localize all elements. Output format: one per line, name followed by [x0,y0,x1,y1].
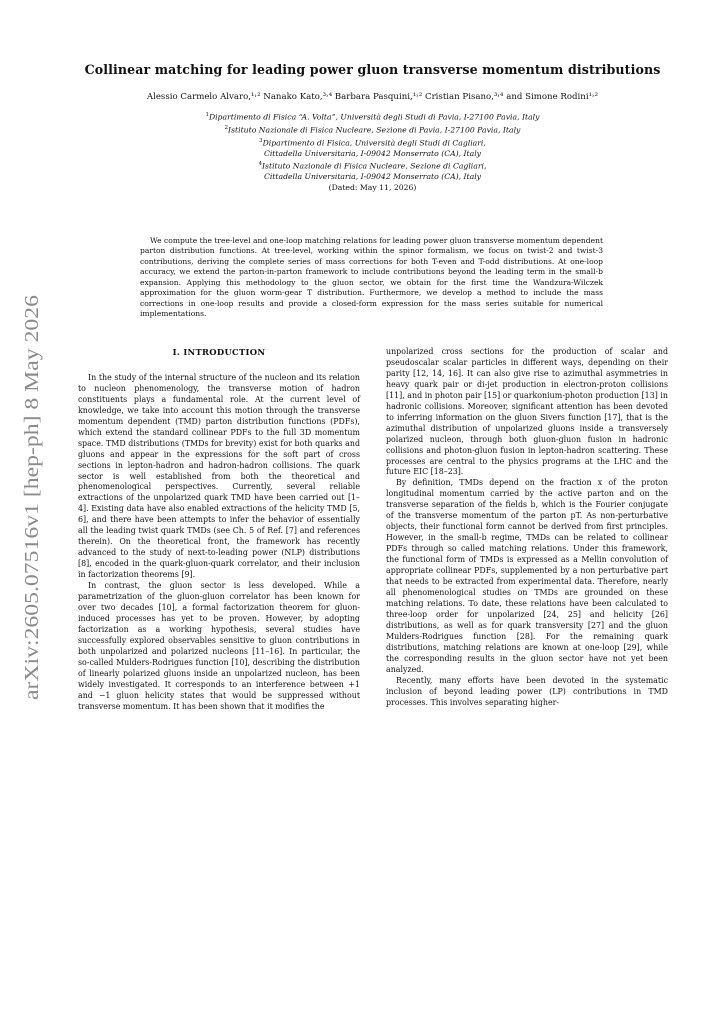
affiliation-mark: 1 [205,112,209,118]
affiliation-line [100,159,645,172]
affiliation-line [100,149,645,159]
arxiv-identifier [10,288,50,708]
paragraph: In the study of the internal structure of the nucleon and its relation to nucleon phenomenology, the transverse motion of hadron constituents plays a fundamental role. At the current level of knowledge, we take into account this motion through the transverse momentum dependent (TMD) parton distribution functions (PDFs), which extend the standard collinear PDFs to the full 3D momentum space. TMD distributions (TMDs for brevity) exist for both quarks and gluons and appear in the expressions for the soft part of cross sections in lepton-hadron and hadron-hadron collisions. The quark sector is well established from both the theoretical and phenomenological perspectives. Currently, several reliable extractions of the unpolarized quark TMD have been carried out [1–4]. Existing data have also enabled extractions of the helicity TMD [5, 6], and there have been attempts to infer the behavior of essentially all the leading twist quark TMDs (see Ch. 5 of Ref. [7] and references therein). On the theoretical front, the framework has recently advanced to the study of next-to-leading power (NLP) distributions [8], encoded in the quark-gluon-quark correlator, and their inclusion in factorization theorems [9]. [78,372,360,580]
affiliation-text: Dipartimento di Fisica “A. Volta”, Università degli Studi di Pavia, I-27100 Pavia, Italy [208,112,540,122]
affiliations [100,110,645,193]
affiliation-line [100,172,645,182]
affiliation-text: Cittadella Universitaria, I-09042 Monserrato (CA), Italy [263,148,482,158]
affiliation-text: Istituto Nazionale di Fisica Nucleare, Sezione di Pavia, I-27100 Pavia, Italy [228,125,521,135]
left-column [78,347,360,713]
right-column [386,347,668,708]
arxiv-identifier-svg [10,288,50,708]
abstract: We compute the tree-level and one-loop matching relations for leading power gluon transverse momentum dependent parton distribution functions. At tree-level, working within the spinor formalism, we focus on twist-2 and twist-3 contributions, deriving the complete series of mass corrections for both T-even and T-odd distributions. At one-loop accuracy, we extend the parton-in-parton framework to include contributions beyond the leading term in the small-b expansion. Applying this methodology to the gluon sector, we obtain for the first time the Wandzura-Wilczek approximation for the gluon worm-gear T distribution. Furthermore, we develop a method to include the mass corrections in one-loop results and provide a closed-form expression for the mass series suitable for numerical implementations. [140,236,603,319]
section-heading: I. INTRODUCTION [172,347,266,357]
affiliation-text: Istituto Nazionale di Fisica Nucleare, Sezione di Cagliari, [262,161,487,171]
affiliation-mark: 2 [224,124,229,131]
affiliation-line [100,123,645,136]
author-list: Alessio Carmelo Alvaro,¹˒² Nanako Kato,³˒⁴ Barbara Pasquini,¹˒² Cristian Pisano,³˒⁴ and Simone Rodini¹˒² [146,92,599,102]
paragraph: In contrast, the gluon sector is less developed. While a parametrization of the gluon-gluon correlator has been known for over two decades [10], a formal factorization theorem for gluon-induced processes has yet to be proven. However, by adopting factorization as a working hypothesis, several studies have successfully explored observables sensitive to gluon contributions in both unpolarized and polarized nucleons [11–16]. In particular, the so-called Mulders-Rodrigues function [10], describing the distribution of linearly polarized gluons inside an unpolarized nucleon, has been widely investigated. It corresponds to an interference between +1 and −1 gluon helicity states that would be suppressed without transverse momentum. It has been shown that it modifies the [78,581,360,711]
affiliation-line [100,110,645,123]
affiliation-text: Dipartimento di Fisica, Università degli Studi di Cagliari, [262,138,486,148]
paragraph: By definition, TMDs depend on the fraction x of the proton longitudinal momentum carried by the active parton and on the transverse separation of the fields b, which is the Fourier conjugate of the transverse momentum of the parton pT. As non-perturbative objects, their functional form cannot be derived from first principles. However, in the small-b regime, TMDs can be related to collinear PDFs through so called matching relations. Under this framework, the functional form of TMDs is expressed as a Mellin convolution of appropriate collinear PDFs, supplemented by a non perturbative part that needs to be extracted from experimental data. Therefore, nearly all phenomenological studies on TMDs are grounded on these matching relations. To date, these relations have been calculated to three-loop order for unpolarized [24, 25] and helicity [26] distributions, as well as for quark transversity [27] and the gluon Mulders-Rodrigues function [28]. For the remaining quark distributions, matching relations are known at one-loop [29], while the corresponding results in the gluon sector have not yet been analyzed. [386,478,668,674]
affiliation-line [100,136,645,149]
affiliation-text: Cittadella Universitaria, I-09042 Monserrato (CA), Italy [263,172,482,182]
arxiv-identifier-text: arXiv:2605.07516v1 [hep-ph] 8 May 2026 [22,366,43,700]
affiliation-mark: 3 [259,137,263,144]
date-line: (Dated: May 11, 2026) [328,182,417,192]
affiliation-mark: 4 [258,161,263,168]
paragraph: Recently, many efforts have been devoted in the systematic inclusion of beyond leading power (LP) contributions in TMD processes. This involves separating higher- [386,675,668,707]
paper-title: Collinear matching for leading power gluon transverse momentum distributions [84,62,661,77]
paragraph: unpolarized cross sections for the production of scalar and pseudoscalar scalar particles in different ways, depending on their parity [12, 14, 16]. It can also give rise to azimuthal asymmetries in heavy quark pair or di-jet production in electron-proton collisions [11], and in photon pair [15] or quarkonium-photon production [13] in hadronic collisions. Moreover, significant attention has been devoted to inferring information on the gluon Sivers function [17], that is the azimuthal distribution of unpolarized gluons inside a transversely polarized nucleon, through both gluon-gluon fusion in hadronic collisions and photon-gluon fusion in lepton-hadron scattering. These processes are central to the physics programs at the LHC and the future EIC [18–23]. [386,347,668,477]
